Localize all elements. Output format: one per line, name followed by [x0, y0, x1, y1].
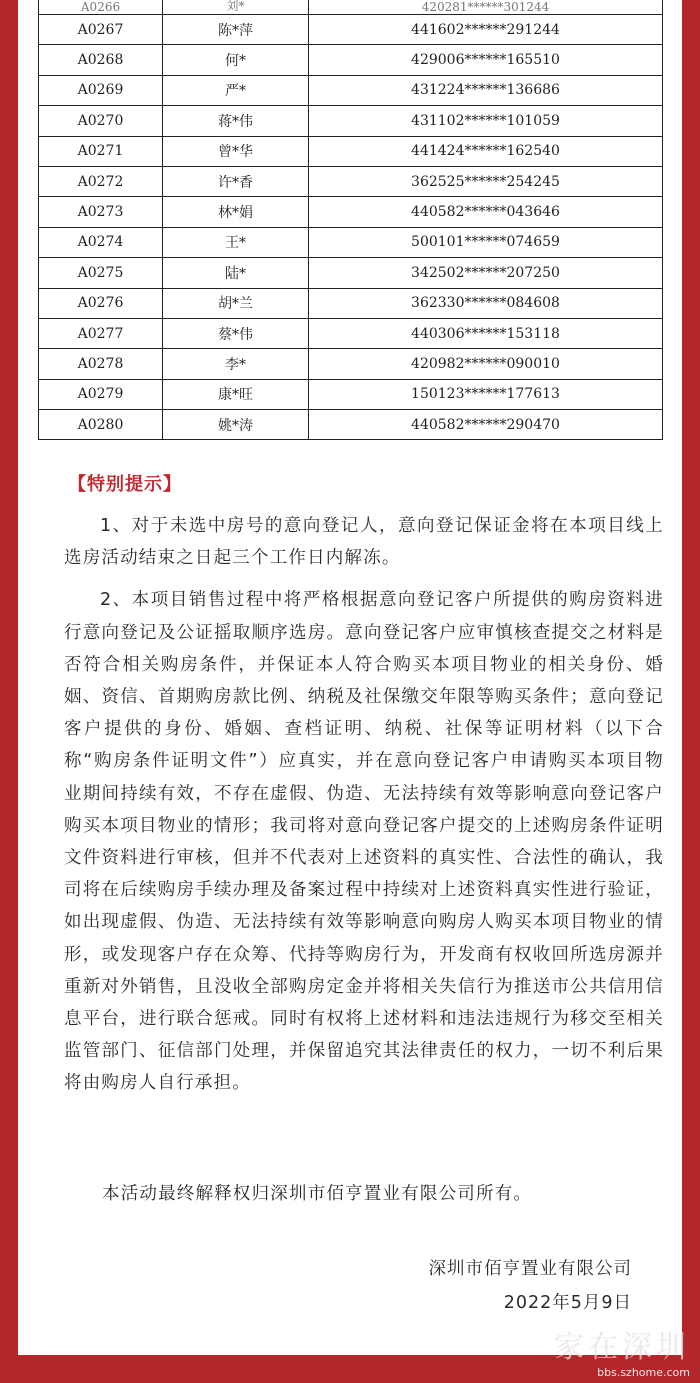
watermark-url: bbs.szhome.com [597, 1366, 690, 1379]
cell-number: A0266 [39, 0, 163, 15]
notice-title: 【特别提示】 [68, 474, 182, 495]
special-notice [64, 470, 664, 1100]
cell-id: 440306******153118 [309, 318, 663, 348]
table-row [39, 227, 663, 257]
cell-number: A0267 [39, 15, 163, 45]
table-row [39, 288, 663, 318]
table-row [39, 379, 663, 409]
cell-number: A0269 [39, 75, 163, 105]
table-row [39, 166, 663, 196]
watermark-logo: 家在深圳 [554, 1330, 690, 1365]
cell-number: A0270 [39, 106, 163, 136]
table-row [39, 15, 663, 45]
signature-date: 2022年5月9日 [503, 1293, 632, 1313]
signature-block [429, 1252, 633, 1320]
cell-id: 429006******165510 [309, 45, 663, 75]
cell-id: 150123******177613 [309, 379, 663, 409]
cell-number: A0268 [39, 45, 163, 75]
cell-id: 420982******090010 [309, 349, 663, 379]
cell-name: 姚*涛 [163, 410, 309, 440]
cell-id: 441602******291244 [309, 15, 663, 45]
cell-id: 500101******074659 [309, 227, 663, 257]
cell-number: A0275 [39, 258, 163, 288]
site-watermark [554, 1322, 690, 1379]
closing-statement: 本活动最终解释权归深圳市佰亨置业有限公司所有。 [102, 1184, 533, 1204]
cell-number: A0277 [39, 318, 163, 348]
cell-id: 440582******290470 [309, 410, 663, 440]
cell-name: 曾*华 [163, 136, 309, 166]
table-row [39, 258, 663, 288]
cell-name: 蔡*伟 [163, 318, 309, 348]
notice-paragraph-1: 1、对于未选中房号的意向登记人，意向登记保证金将在本项目线上选房活动结束之日起三个工作日内解冻。 [64, 516, 664, 569]
table-row [39, 197, 663, 227]
table-row [39, 45, 663, 75]
cell-number: A0279 [39, 379, 163, 409]
cell-id: 441424******162540 [309, 136, 663, 166]
cell-name: 康*旺 [163, 379, 309, 409]
cell-name: 陈*萍 [163, 15, 309, 45]
cell-number: A0280 [39, 410, 163, 440]
table-row [39, 318, 663, 348]
table-row [39, 75, 663, 105]
cell-name: 陆* [163, 258, 309, 288]
cell-name: 蒋*伟 [163, 106, 309, 136]
roster-table [38, 0, 663, 440]
cell-id: 440582******043646 [309, 197, 663, 227]
cell-id: 420281******301244 [309, 0, 663, 15]
table-row [39, 410, 663, 440]
cell-id: 362330******084608 [309, 288, 663, 318]
cell-number: A0272 [39, 166, 163, 196]
cell-name: 林*娟 [163, 197, 309, 227]
document-page [18, 0, 682, 1355]
cell-number: A0274 [39, 227, 163, 257]
table-row [39, 136, 663, 166]
notice-paragraph-2: 2、本项目销售过程中将严格根据意向登记客户所提供的购房资料进行意向登记及公证摇取顺序选房。意向登记客户应审慎核查提交之材料是否符合相关购房条件，并保证本人符合购买本项目物业的相关身份、婚姻、资信、首期购房款比例、纳税及社保缴交年限等购买条件；意向登记客户提供的身份、婚姻、查档证明、纳税、社保等证明材料（以下合称“购房条件证明文件”）应真实，并在意向登记客户申请购买本项目物业期间持续有效，不存在虚假、伪造、无法持续有效等影响意向登记客户购买本项目物业的情形；我司将对意向登记客户提交的上述购房条件证明文件资料进行审核，但并不代表对上述资料的真实性、合法性的确认，我司将在后续购房手续办理及备案过程中持续对上述资料真实性进行验证，如出现虚假、伪造、无法持续有效等影响意向购房人购买本项目物业的情形，或发现客户存在众筹、代持等购房行为，开发商有权收回所选房源并重新对外销售，且没收全部购房定金并将相关失信行为推送市公共信用信息平台，进行联合惩戒。同时有权将上述材料和违法违规行为移交至相关监管部门、征信部门处理，并保留追究其法律责任的权力，一切不利后果将由购房人自行承担。 [64, 590, 664, 1094]
table-row [39, 106, 663, 136]
cell-number: A0271 [39, 136, 163, 166]
cell-name: 刘* [163, 0, 309, 15]
cell-id: 342502******207250 [309, 258, 663, 288]
cell-number: A0273 [39, 197, 163, 227]
table-row-partial [39, 0, 663, 15]
cell-number: A0278 [39, 349, 163, 379]
roster-table-body [39, 0, 663, 440]
cell-name: 严* [163, 75, 309, 105]
cell-name: 李* [163, 349, 309, 379]
roster-table-wrapper [38, 0, 663, 440]
cell-id: 431102******101059 [309, 106, 663, 136]
company-name: 深圳市佰亨置业有限公司 [428, 1259, 632, 1279]
cell-name: 胡*兰 [163, 288, 309, 318]
cell-id: 362525******254245 [309, 166, 663, 196]
cell-id: 431224******136686 [309, 75, 663, 105]
cell-number: A0276 [39, 288, 163, 318]
cell-name: 何* [163, 45, 309, 75]
cell-name: 王* [163, 227, 309, 257]
cell-name: 许*香 [163, 166, 309, 196]
table-row [39, 349, 663, 379]
